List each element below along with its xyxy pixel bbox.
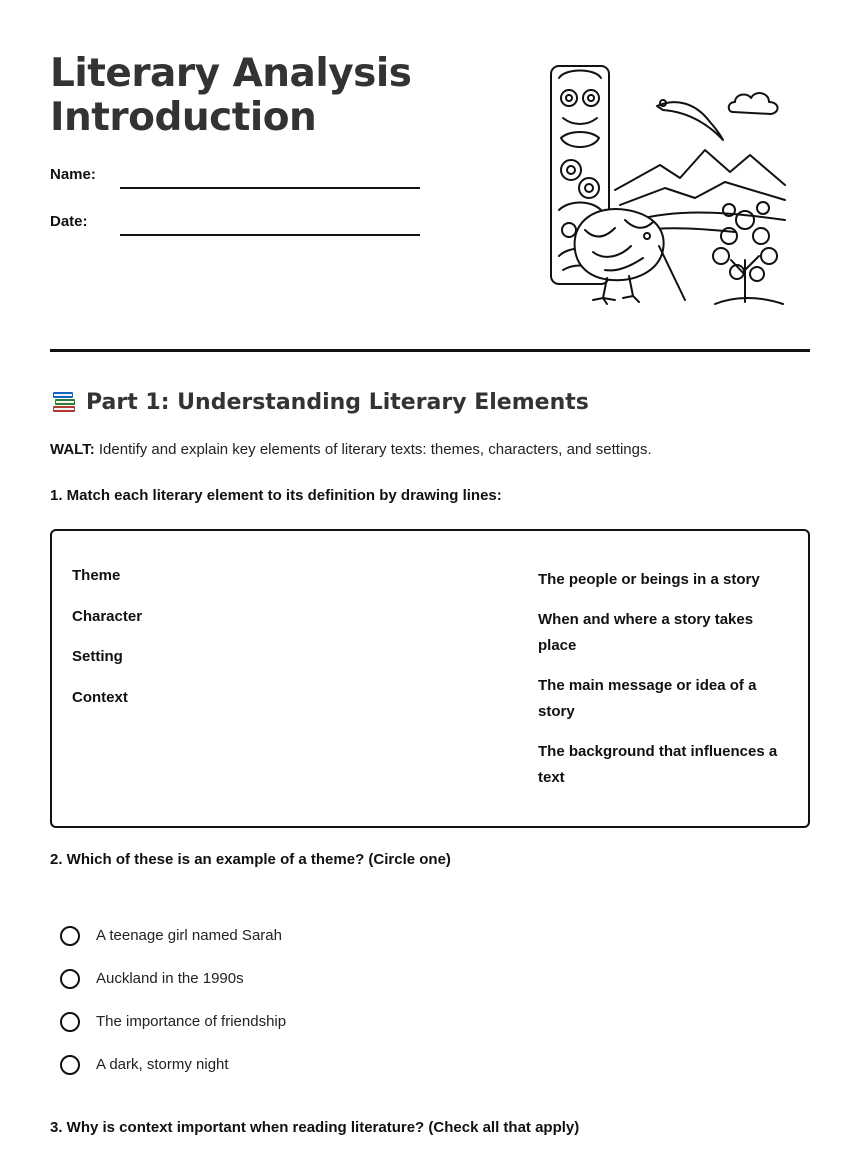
definitions-column (538, 567, 788, 805)
definition-item[interactable]: The people or beings in a story (538, 571, 760, 588)
page-title (50, 52, 490, 140)
walt-text: Identify and explain key elements of literary texts: themes, characters, and settings. (94, 441, 652, 458)
option-label: Auckland in the 1990s (96, 970, 244, 987)
option-label: A teenage girl named Sarah (96, 927, 282, 944)
option-item[interactable] (60, 957, 286, 1000)
term-item[interactable]: Theme (72, 567, 121, 584)
option-item[interactable] (60, 1043, 286, 1086)
section-heading-text: Part 1: Understanding Literary Elements (86, 389, 589, 415)
option-item[interactable] (60, 1000, 286, 1043)
radio-circle[interactable] (60, 969, 80, 989)
kiwi-bird-icon (575, 209, 685, 304)
term-item[interactable]: Character (72, 607, 143, 625)
definition-item[interactable]: When and where a story takes place (538, 611, 754, 654)
section-divider (50, 349, 810, 352)
term-item[interactable]: Setting (72, 648, 123, 665)
option-item[interactable] (60, 914, 286, 957)
cloud-icon (729, 93, 778, 114)
walt-label: WALT: (50, 441, 95, 458)
date-label: Date: (50, 213, 88, 230)
question-2-prompt: 2. Which of these is an example of a theme? (Circle one) (50, 851, 451, 868)
date-field[interactable] (120, 234, 420, 236)
definition-item[interactable]: The main message or idea of a story (538, 677, 757, 720)
question-1-prompt: 1. Match each literary element to its definition by drawing lines: (50, 487, 502, 504)
walt-statement (50, 441, 652, 458)
definition-item[interactable]: The background that influences a text (538, 743, 778, 786)
terms-column (72, 567, 142, 729)
title-line-2: Introduction (50, 95, 317, 140)
name-label: Name: (50, 166, 96, 183)
header-illustration (545, 60, 795, 310)
name-field[interactable] (120, 187, 420, 189)
question-3-prompt: 3. Why is context important when reading literature? (Check all that apply) (50, 1119, 580, 1136)
term-item[interactable]: Context (72, 688, 128, 706)
title-line-1: Literary Analysis (50, 51, 412, 96)
matching-box (50, 529, 810, 828)
radio-circle[interactable] (60, 926, 80, 946)
option-label: The importance of friendship (96, 1013, 287, 1030)
question-2-options (60, 914, 286, 1086)
bird-icon (657, 100, 723, 140)
section-heading-part-1 (50, 388, 589, 416)
radio-circle[interactable] (60, 1012, 80, 1032)
radio-circle[interactable] (60, 1055, 80, 1075)
option-label: A dark, stormy night (96, 1056, 229, 1073)
books-icon (50, 388, 78, 416)
